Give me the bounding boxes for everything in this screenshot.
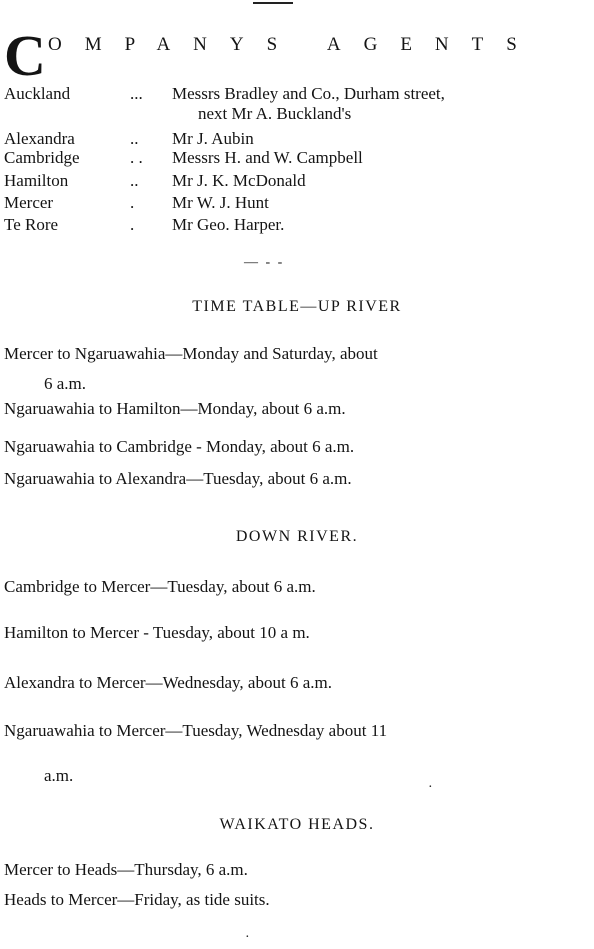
top-rule xyxy=(253,2,293,4)
agent-row-hamilton xyxy=(0,170,594,192)
heading-drop-cap: C xyxy=(4,23,46,88)
leader-dots: . xyxy=(130,215,135,234)
timetable-line: 6 a.m. xyxy=(44,374,87,393)
agent-town: Cambridge xyxy=(4,148,80,167)
company-agents-heading xyxy=(0,23,594,88)
agent-name: Mr Geo. Harper. xyxy=(172,215,285,234)
timetable-line: Ngaruawahia to Mercer—Tuesday, Wednesday about 11 xyxy=(4,721,388,740)
agent-town: Mercer xyxy=(4,193,54,212)
agent-row-te-rore xyxy=(0,214,594,236)
ink-speck: · xyxy=(245,930,250,945)
timetable-line: Alexandra to Mercer—Wednesday, about 6 a.m. xyxy=(4,673,332,692)
agent-town: Alexandra xyxy=(4,129,75,148)
timetable-line: Ngaruawahia to Alexandra—Tuesday, about 6 a.m. xyxy=(4,469,352,488)
down-river-title: DOWN RIVER. xyxy=(235,528,359,545)
agent-name: Messrs H. and W. Campbell xyxy=(172,148,363,167)
agent-name: Mr J. Aubin xyxy=(172,129,254,148)
timetable-line: Ngaruawahia to Hamilton—Monday, about 6 a.m. xyxy=(4,399,346,418)
leader-dots: . xyxy=(130,193,135,212)
timetable-line: Ngaruawahia to Cambridge - Monday, about 6 a.m. xyxy=(4,437,355,456)
timetable-line: Cambridge to Mercer—Tuesday, about 6 a.m. xyxy=(4,577,316,596)
waikato-heads-title: WAIKATO HEADS. xyxy=(219,816,375,833)
leader-dots: .. xyxy=(130,171,139,190)
timetable-line: Mercer to Ngaruawahia—Monday and Saturday, about xyxy=(4,344,378,363)
agent-town: Hamilton xyxy=(4,171,69,190)
up-river-title: TIME TABLE—UP RIVER xyxy=(192,298,402,315)
timetable-line: a.m. xyxy=(44,766,74,785)
agent-town: Te Rore xyxy=(4,215,59,234)
agent-address-continuation: next Mr A. Buckland's xyxy=(198,104,352,123)
agent-row-cambridge xyxy=(0,147,594,169)
timetable-line: Hamilton to Mercer - Tuesday, about 10 a m. xyxy=(4,623,310,642)
agent-name: Messrs Bradley and Co., Durham street, xyxy=(172,84,445,103)
leader-dots: ... xyxy=(130,84,143,103)
agent-row-mercer xyxy=(0,192,594,214)
heading-text: OMPANYS AGENTS xyxy=(48,34,540,55)
agent-name: Mr W. J. Hunt xyxy=(172,193,269,212)
agent-name: Mr J. K. McDonald xyxy=(172,171,306,190)
leader-dots: .. xyxy=(130,129,139,148)
timetable-line: Mercer to Heads—Thursday, 6 a.m. xyxy=(4,860,248,879)
ink-speck: · xyxy=(428,780,433,795)
timetable-line: Heads to Mercer—Friday, as tide suits. xyxy=(4,890,270,909)
agent-row-auckland xyxy=(0,83,594,105)
agent-town: Auckland xyxy=(4,84,71,103)
leader-dots: . . xyxy=(130,148,143,167)
section-divider: — - - xyxy=(244,255,285,270)
